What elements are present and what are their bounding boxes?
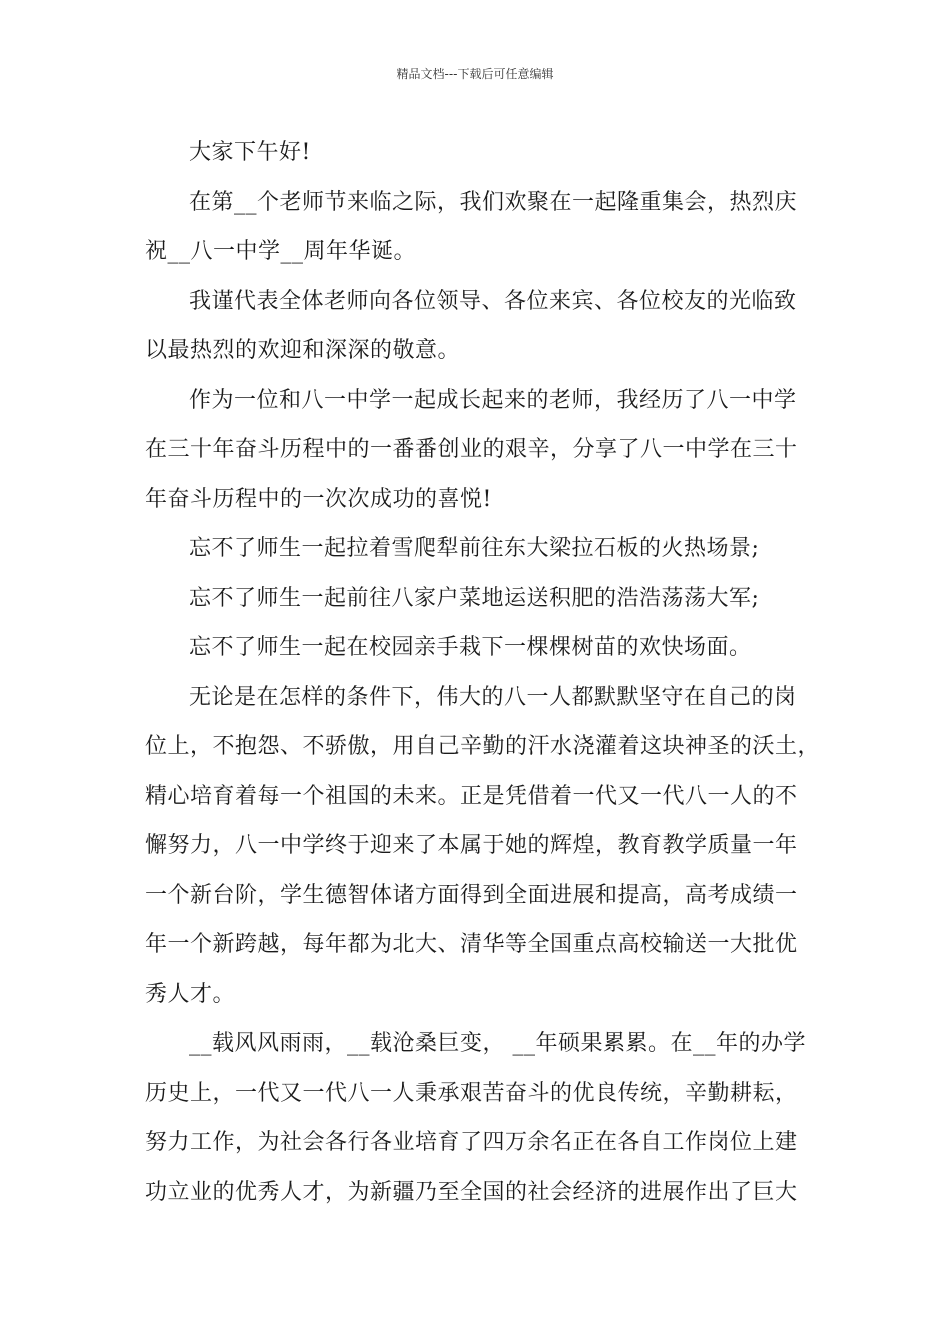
text-line: 忘不了师生一起前往八家户菜地运送积肥的浩浩荡荡大军; <box>189 585 760 611</box>
text-line: 一个新台阶，学生德智体诸方面得到全面进展和提高，高考成绩一 <box>145 882 798 908</box>
document-body <box>145 128 821 1217</box>
text-line: 在三十年奋斗历程中的一番番创业的艰辛，分享了八一中学在三十 <box>145 437 798 462</box>
text-line: 历史上，一代又一代八一人秉承艰苦奋斗的优良传统，辛勤耕耘， <box>145 1080 798 1106</box>
text-line: 我谨代表全体老师向各位领导、各位来宾、各位校友的光临致 <box>189 288 797 314</box>
text-line: 以最热烈的欢迎和深深的敬意。 <box>145 338 461 363</box>
text-line: 忘不了师生一起在校园亲手栽下一棵棵树苗的欢快场面。 <box>189 635 752 660</box>
text-line: 努力工作，为社会各行各业培育了四万余名正在各自工作岗位上建 <box>145 1130 798 1155</box>
text-line: 在第__个老师节来临之际，我们欢聚在一起隆重集会，热烈庆 <box>189 189 798 215</box>
text-line: 功立业的优秀人才，为新疆乃至全国的社会经济的进展作出了巨大 <box>145 1179 798 1205</box>
text-line: 年一个新跨越，每年都为北大、清华等全国重点高校输送一大批优 <box>145 932 798 957</box>
text-line: 懈努力，八一中学终于迎来了本属于她的辉煌，教育教学质量一年 <box>145 833 798 858</box>
text-line: 作为一位和八一中学一起成长起来的老师，我经历了八一中学 <box>189 387 797 413</box>
text-line: __载风风雨雨，__载沧桑巨变， __年硕果累累。在__年的办学 <box>189 1031 806 1056</box>
page-header: 精品文档---下载后可任意编辑 <box>396 67 554 81</box>
text-line: 大家下午好! <box>189 140 311 165</box>
text-line: 无论是在怎样的条件下，伟大的八一人都默默坚守在自己的岗 <box>189 684 797 710</box>
text-line: 忘不了师生一起拉着雪爬犁前往东大梁拉石板的火热场景; <box>189 536 760 561</box>
text-line: 精心培育着每一个祖国的未来。正是凭借着一代又一代八一人的不 <box>145 783 798 809</box>
text-line: 秀人才。 <box>145 981 236 1007</box>
text-line: 年奋斗历程中的一次次成功的喜悦! <box>145 486 492 512</box>
text-line: 位上，不抱怨、不骄傲，用自己辛勤的汗水浇灌着这块神圣的沃土， <box>145 734 821 759</box>
text-line: 祝__八一中学__周年华诞。 <box>145 239 417 264</box>
